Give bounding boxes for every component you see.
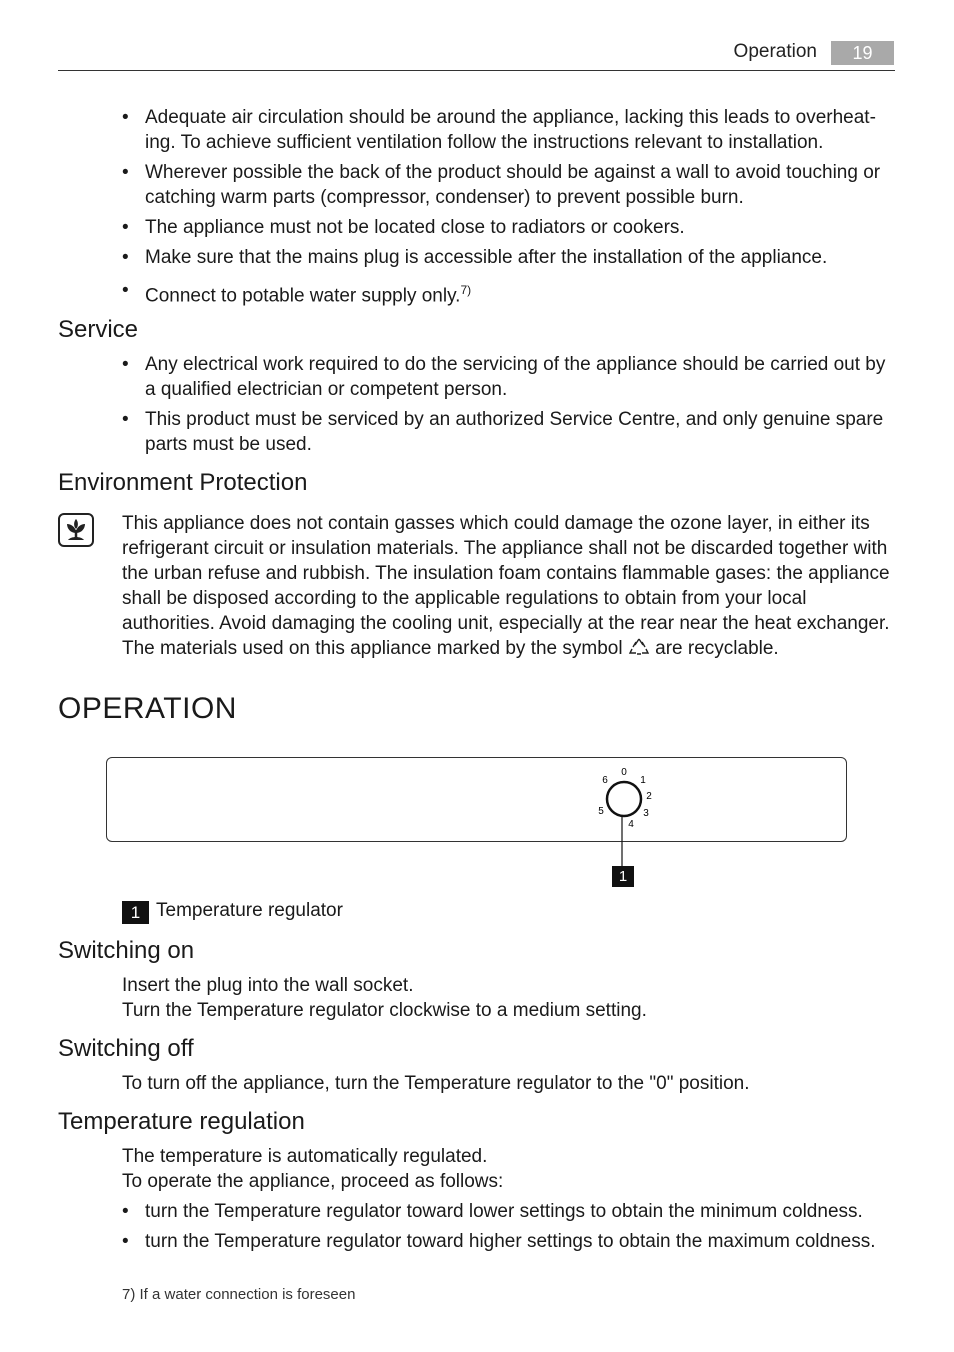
temperature-regulation-heading: Temperature regulation (58, 1108, 305, 1135)
paragraph-line: To turn off the appliance, turn the Temperature regulator to the "0" position. (122, 1073, 750, 1094)
dial-label: 4 (628, 819, 634, 830)
dial-label: 3 (643, 808, 649, 819)
temperature-dial (607, 782, 641, 816)
switching-on-text (122, 973, 647, 1023)
service-heading: Service (58, 316, 139, 343)
paragraph-line: To operate the appliance, proceed as follows: (122, 1171, 504, 1192)
temperature-regulation-text (122, 1144, 503, 1194)
header-rule (58, 70, 895, 71)
list-item: • Connect to potable water supply only.$^{7)}$ (122, 280, 472, 307)
list-item: • turn the Temperature regulator toward lower settings to obtain the minimum coldness. (122, 1201, 863, 1222)
list-item: • Make sure that the mains plug is accessible after the installation of the appliance. (122, 247, 828, 268)
environment-plant-icon (58, 513, 94, 547)
list-item: • Any electrical work required to do the servicing of the appliance should be carried out by a qualified electrician or competent person. (122, 354, 886, 400)
footnote: 7) If a water connection is foreseen (122, 1286, 356, 1303)
list-item: • Adequate air circulation should be around the appliance, lacking this leads to overheat-ing. To achieve sufficient ventilation follow the instructions relevant to installation. (122, 107, 876, 153)
temperature-regulation-list (0, 1199, 954, 1259)
dial-label: 1 (640, 775, 646, 786)
operation-heading: OPERATION (58, 692, 237, 725)
dial-label: 2 (646, 791, 652, 802)
control-panel-illustration (106, 757, 847, 842)
dial-label: 5 (598, 806, 604, 817)
installation-list (0, 105, 954, 313)
section-title: Operation (733, 41, 817, 62)
switching-off-text (122, 1071, 750, 1096)
switching-on-heading: Switching on (58, 937, 195, 964)
switching-off-heading: Switching off (58, 1035, 194, 1062)
environment-paragraph: This appliance does not contain gasses which could damage the ozone layer, in either its refrigerant circuit or insulation materials. The appliance shall not be discarded together with the urban refuse and rubbish. The insulation foam contains flammable gases: the appliance shall be disposed according to the applicable regulations to obtain from your local authorities. Avoid damaging the cooling unit, especially at the rear near the heat exchanger. The materials used on this appliance marked by the symbol are recyclable. (122, 513, 890, 659)
list-item: • turn the Temperature regulator toward higher settings to obtain the maximum coldness. (122, 1231, 876, 1252)
dial-label: 6 (602, 775, 608, 786)
page-header (0, 0, 954, 80)
page-number: 19 (831, 41, 894, 65)
footnote-ref: 7) (460, 283, 472, 297)
paragraph-line: Insert the plug into the wall socket. (122, 975, 414, 996)
recycle-icon (628, 637, 650, 657)
paragraph-line: The temperature is automatically regulated. (122, 1146, 488, 1167)
dial-label: 0 (621, 767, 627, 778)
list-item: • Wherever possible the back of the product should be against a wall to avoid touching or catching warm parts (compressor, condenser) to prevent possible burn. (122, 162, 881, 208)
temperature-dial-illustration (590, 760, 660, 870)
legend-badge: 1 (122, 901, 149, 924)
paragraph-line: Turn the Temperature regulator clockwise to a medium setting. (122, 1000, 647, 1021)
legend-label: Temperature regulator (156, 900, 343, 921)
list-item: • This product must be serviced by an authorized Service Centre, and only genuine spare parts must be used. (122, 409, 884, 455)
list-item: • The appliance must not be located close to radiators or cookers. (122, 217, 685, 238)
environment-heading: Environment Protection (58, 469, 308, 496)
service-list (0, 352, 954, 462)
callout-badge: 1 (612, 866, 634, 887)
